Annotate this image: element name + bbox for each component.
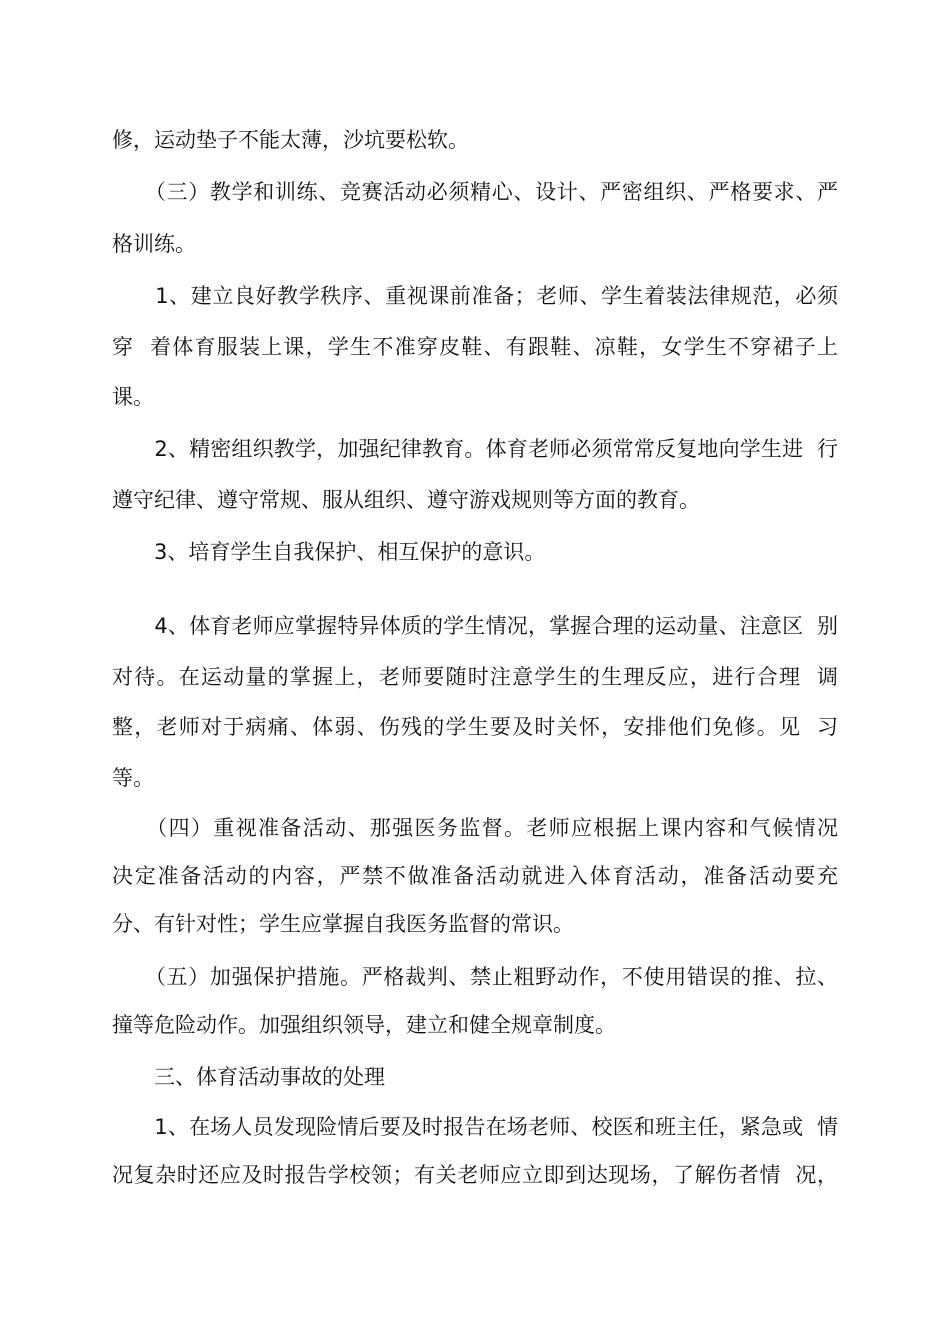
paragraph-line: 遵守纪律、遵守常规、服从组织、遵守游戏规则等方面的教育。 xyxy=(112,488,700,512)
paragraph-line: 1、在场人员发现险情后要及时报告在场老师、校医和班主任，紧急或 情 xyxy=(112,1115,838,1139)
paragraph-line: 格训练。 xyxy=(112,232,196,256)
paragraph-line: 对待。在运动量的掌握上，老师要随时注意学生的生理反应，进行合理 调 xyxy=(112,665,838,689)
paragraph-line: （三）教学和训练、竞赛活动必须精心、设计、严密组织、严格要求、严 xyxy=(112,180,838,204)
paragraph-line: 2、精密组织教学，加强纪律教育。体育老师必须常常反复地向学生进 行 xyxy=(112,437,838,461)
paragraph-line: 整，老师对于病痛、体弱、伤残的学生要及时关怀，安排他们免修。见 习 xyxy=(112,715,838,739)
paragraph-line: 4、体育老师应掌握特异体质的学生情况，掌握合理的运动量、注意区 别 xyxy=(112,614,838,638)
paragraph-line: 1、建立良好教学秩序、重视课前准备；老师、学生着装法律规范，必须 xyxy=(112,284,838,308)
paragraph-line: 穿 着体育服装上课，学生不准穿皮鞋、有跟鞋、凉鞋，女学生不穿裙子上 xyxy=(112,335,838,359)
paragraph-line: 等。 xyxy=(112,766,154,790)
paragraph-line: 况复杂时还应及时报告学校领；有关老师应立即到达现场，了解伤者情 况， xyxy=(112,1163,838,1187)
paragraph-line: 课。 xyxy=(112,385,154,409)
paragraph-line: 3、培育学生自我保护、相互保护的意识。 xyxy=(112,540,546,564)
paragraph-line: （四）重视准备活动、那强医务监督。老师应根据上课内容和气候情况 xyxy=(112,816,838,840)
paragraph-line: 分、有针对性；学生应掌握自我医务监督的常识。 xyxy=(112,912,574,936)
paragraph-line: 决定准备活动的内容，严禁不做准备活动就进入体育活动，准备活动要充 xyxy=(112,864,838,888)
paragraph-line: 撞等危险动作。加强组织领导，建立和健全规章制度。 xyxy=(112,1013,616,1037)
paragraph-line: （五）加强保护措施。严格裁判、禁止粗野动作，不使用错误的推、拉、 xyxy=(112,965,838,989)
paragraph-line: 修，运动垫子不能太薄，沙坑要松软。 xyxy=(112,128,469,152)
section-heading: 三、体育活动事故的处理 xyxy=(112,1065,385,1089)
